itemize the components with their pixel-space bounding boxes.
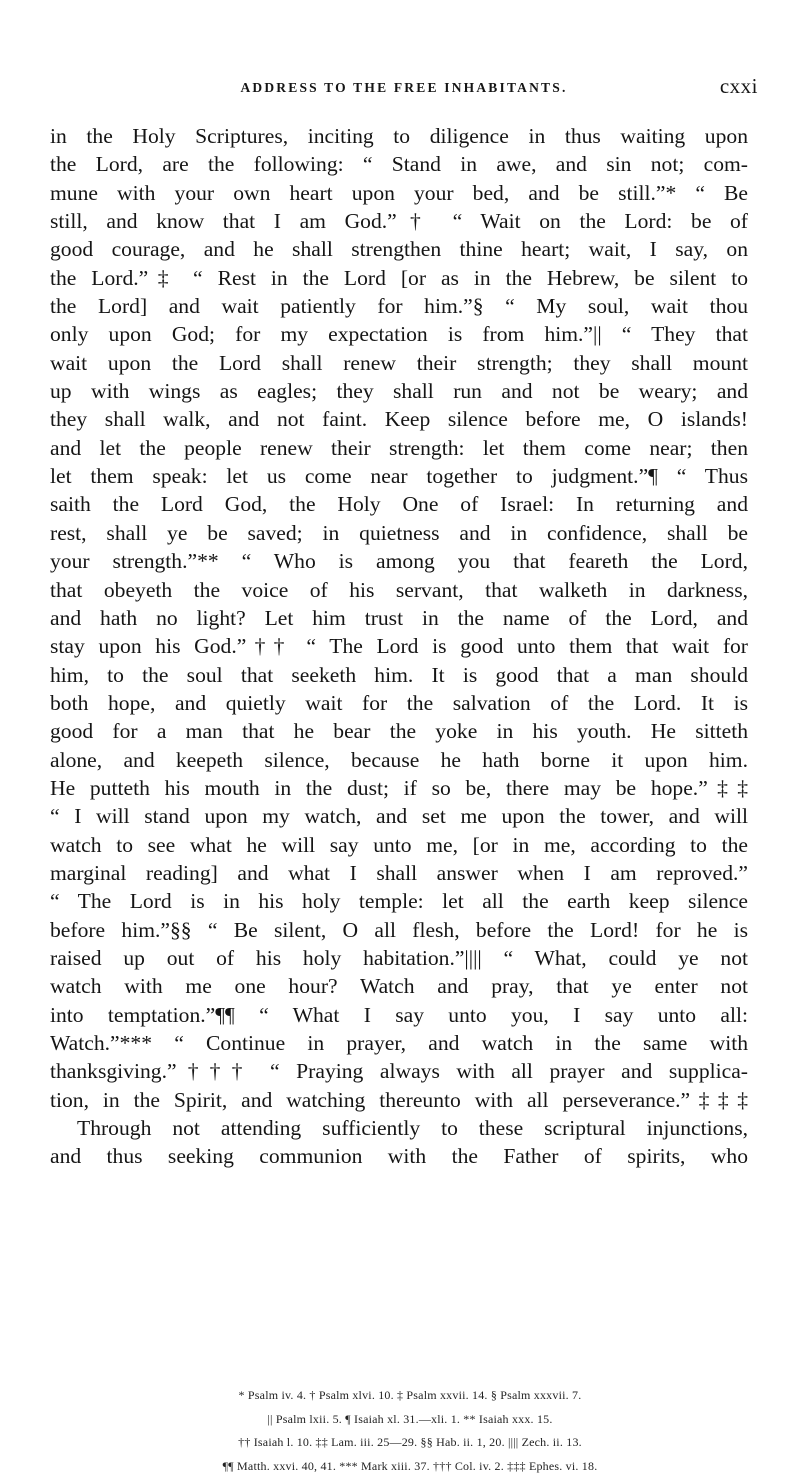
text-line: into temptation.”¶¶ “ What I say unto you, I say unto all: — [50, 1001, 748, 1029]
text-line: tion, in the Spirit, and watching thereunto with all perseverance.”‡‡‡ — [50, 1086, 748, 1114]
text-line: in the Holy Scriptures, inciting to diligence in thus waiting upon — [50, 122, 748, 150]
text-line: and let the people renew their strength: let them come near; then — [50, 434, 748, 462]
text-line: they shall walk, and not faint. Keep silence before me, O islands! — [50, 405, 748, 433]
text-line: watch with me one hour? Watch and pray, that ye enter not — [50, 972, 748, 1000]
text-line: wait upon the Lord shall renew their strength; they shall mount — [50, 349, 748, 377]
text-line: alone, and keepeth silence, because he hath borne it upon him. — [50, 746, 748, 774]
footnote-line: †† Isaiah l. 10. ‡‡ Lam. iii. 25—29. §§ Hab. ii. 1, 20. |||| Zech. ii. 13. — [60, 1431, 760, 1455]
running-title: ADDRESS TO THE FREE INHABITANTS. — [50, 80, 758, 96]
text-line: stay upon his God.”†† “ The Lord is good unto them that wait for — [50, 632, 748, 660]
text-line: before him.”§§ “ Be silent, O all flesh, before the Lord! for he is — [50, 916, 748, 944]
text-line: thanksgiving.”††† “ Praying always with all prayer and supplica- — [50, 1057, 748, 1085]
text-line: marginal reading] and what I shall answer when I am reproved.” — [50, 859, 748, 887]
text-line: good for a man that he bear the yoke in his youth. He sitteth — [50, 717, 748, 745]
page-header — [50, 74, 758, 104]
text-line: “ The Lord is in his holy temple: let all the earth keep silence — [50, 887, 748, 915]
text-line: the Lord, are the following: “ Stand in awe, and sin not; com- — [50, 150, 748, 178]
text-line: rest, shall ye be saved; in quietness and in confidence, shall be — [50, 519, 748, 547]
text-line: good courage, and he shall strengthen thine heart; wait, I say, on — [50, 235, 748, 263]
text-line: your strength.”** “ Who is among you that feareth the Lord, — [50, 547, 748, 575]
text-line: mune with your own heart upon your bed, and be still.”* “ Be — [50, 179, 748, 207]
text-line: up with wings as eagles; they shall run and not be weary; and — [50, 377, 748, 405]
text-line: still, and know that I am God.”† “ Wait on the Lord: be of — [50, 207, 748, 235]
text-line: and thus seeking communion with the Father of spirits, who — [50, 1142, 748, 1170]
text-line: let them speak: let us come near together to judgment.”¶ “ Thus — [50, 462, 748, 490]
text-line: him, to the soul that seeketh him. It is good that a man should — [50, 661, 748, 689]
page-number: cxxi — [720, 74, 758, 99]
text-line: “ I will stand upon my watch, and set me upon the tower, and will — [50, 802, 748, 830]
paragraph-first-line: Through not attending sufficiently to these scriptural injunctions, — [50, 1114, 748, 1142]
text-line: saith the Lord God, the Holy One of Israel: In returning and — [50, 490, 748, 518]
text-line: He putteth his mouth in the dust; if so be, there may be hope.”‡‡ — [50, 774, 748, 802]
text-line: watch to see what he will say unto me, [or in me, according to the — [50, 831, 748, 859]
footnote-line: * Psalm iv. 4. † Psalm xlvi. 10. ‡ Psalm xxvii. 14. § Psalm xxxvii. 7. — [60, 1384, 760, 1408]
text-line: only upon God; for my expectation is from him.”|| “ They that — [50, 320, 748, 348]
footnote-line: ¶¶ Matth. xxvi. 40, 41. *** Mark xiii. 37. ††† Col. iv. 2. ‡‡‡ Ephes. vi. 18. — [60, 1455, 760, 1478]
text-line: and hath no light? Let him trust in the name of the Lord, and — [50, 604, 748, 632]
text-line: raised up out of his holy habitation.”|||| “ What, could ye not — [50, 944, 748, 972]
footnote-line: || Psalm lxii. 5. ¶ Isaiah xl. 31.—xli. 1. ** Isaiah xxx. 15. — [60, 1408, 760, 1432]
text-line: that obeyeth the voice of his servant, that walketh in darkness, — [50, 576, 748, 604]
text-line: the Lord] and wait patiently for him.”§ “ My soul, wait thou — [50, 292, 748, 320]
body-text — [50, 122, 748, 1171]
text-line: Watch.”*** “ Continue in prayer, and watch in the same with — [50, 1029, 748, 1057]
footnotes — [60, 1384, 760, 1478]
text-line: the Lord.”‡ “ Rest in the Lord [or as in the Hebrew, be silent to — [50, 264, 748, 292]
text-line: both hope, and quietly wait for the salvation of the Lord. It is — [50, 689, 748, 717]
